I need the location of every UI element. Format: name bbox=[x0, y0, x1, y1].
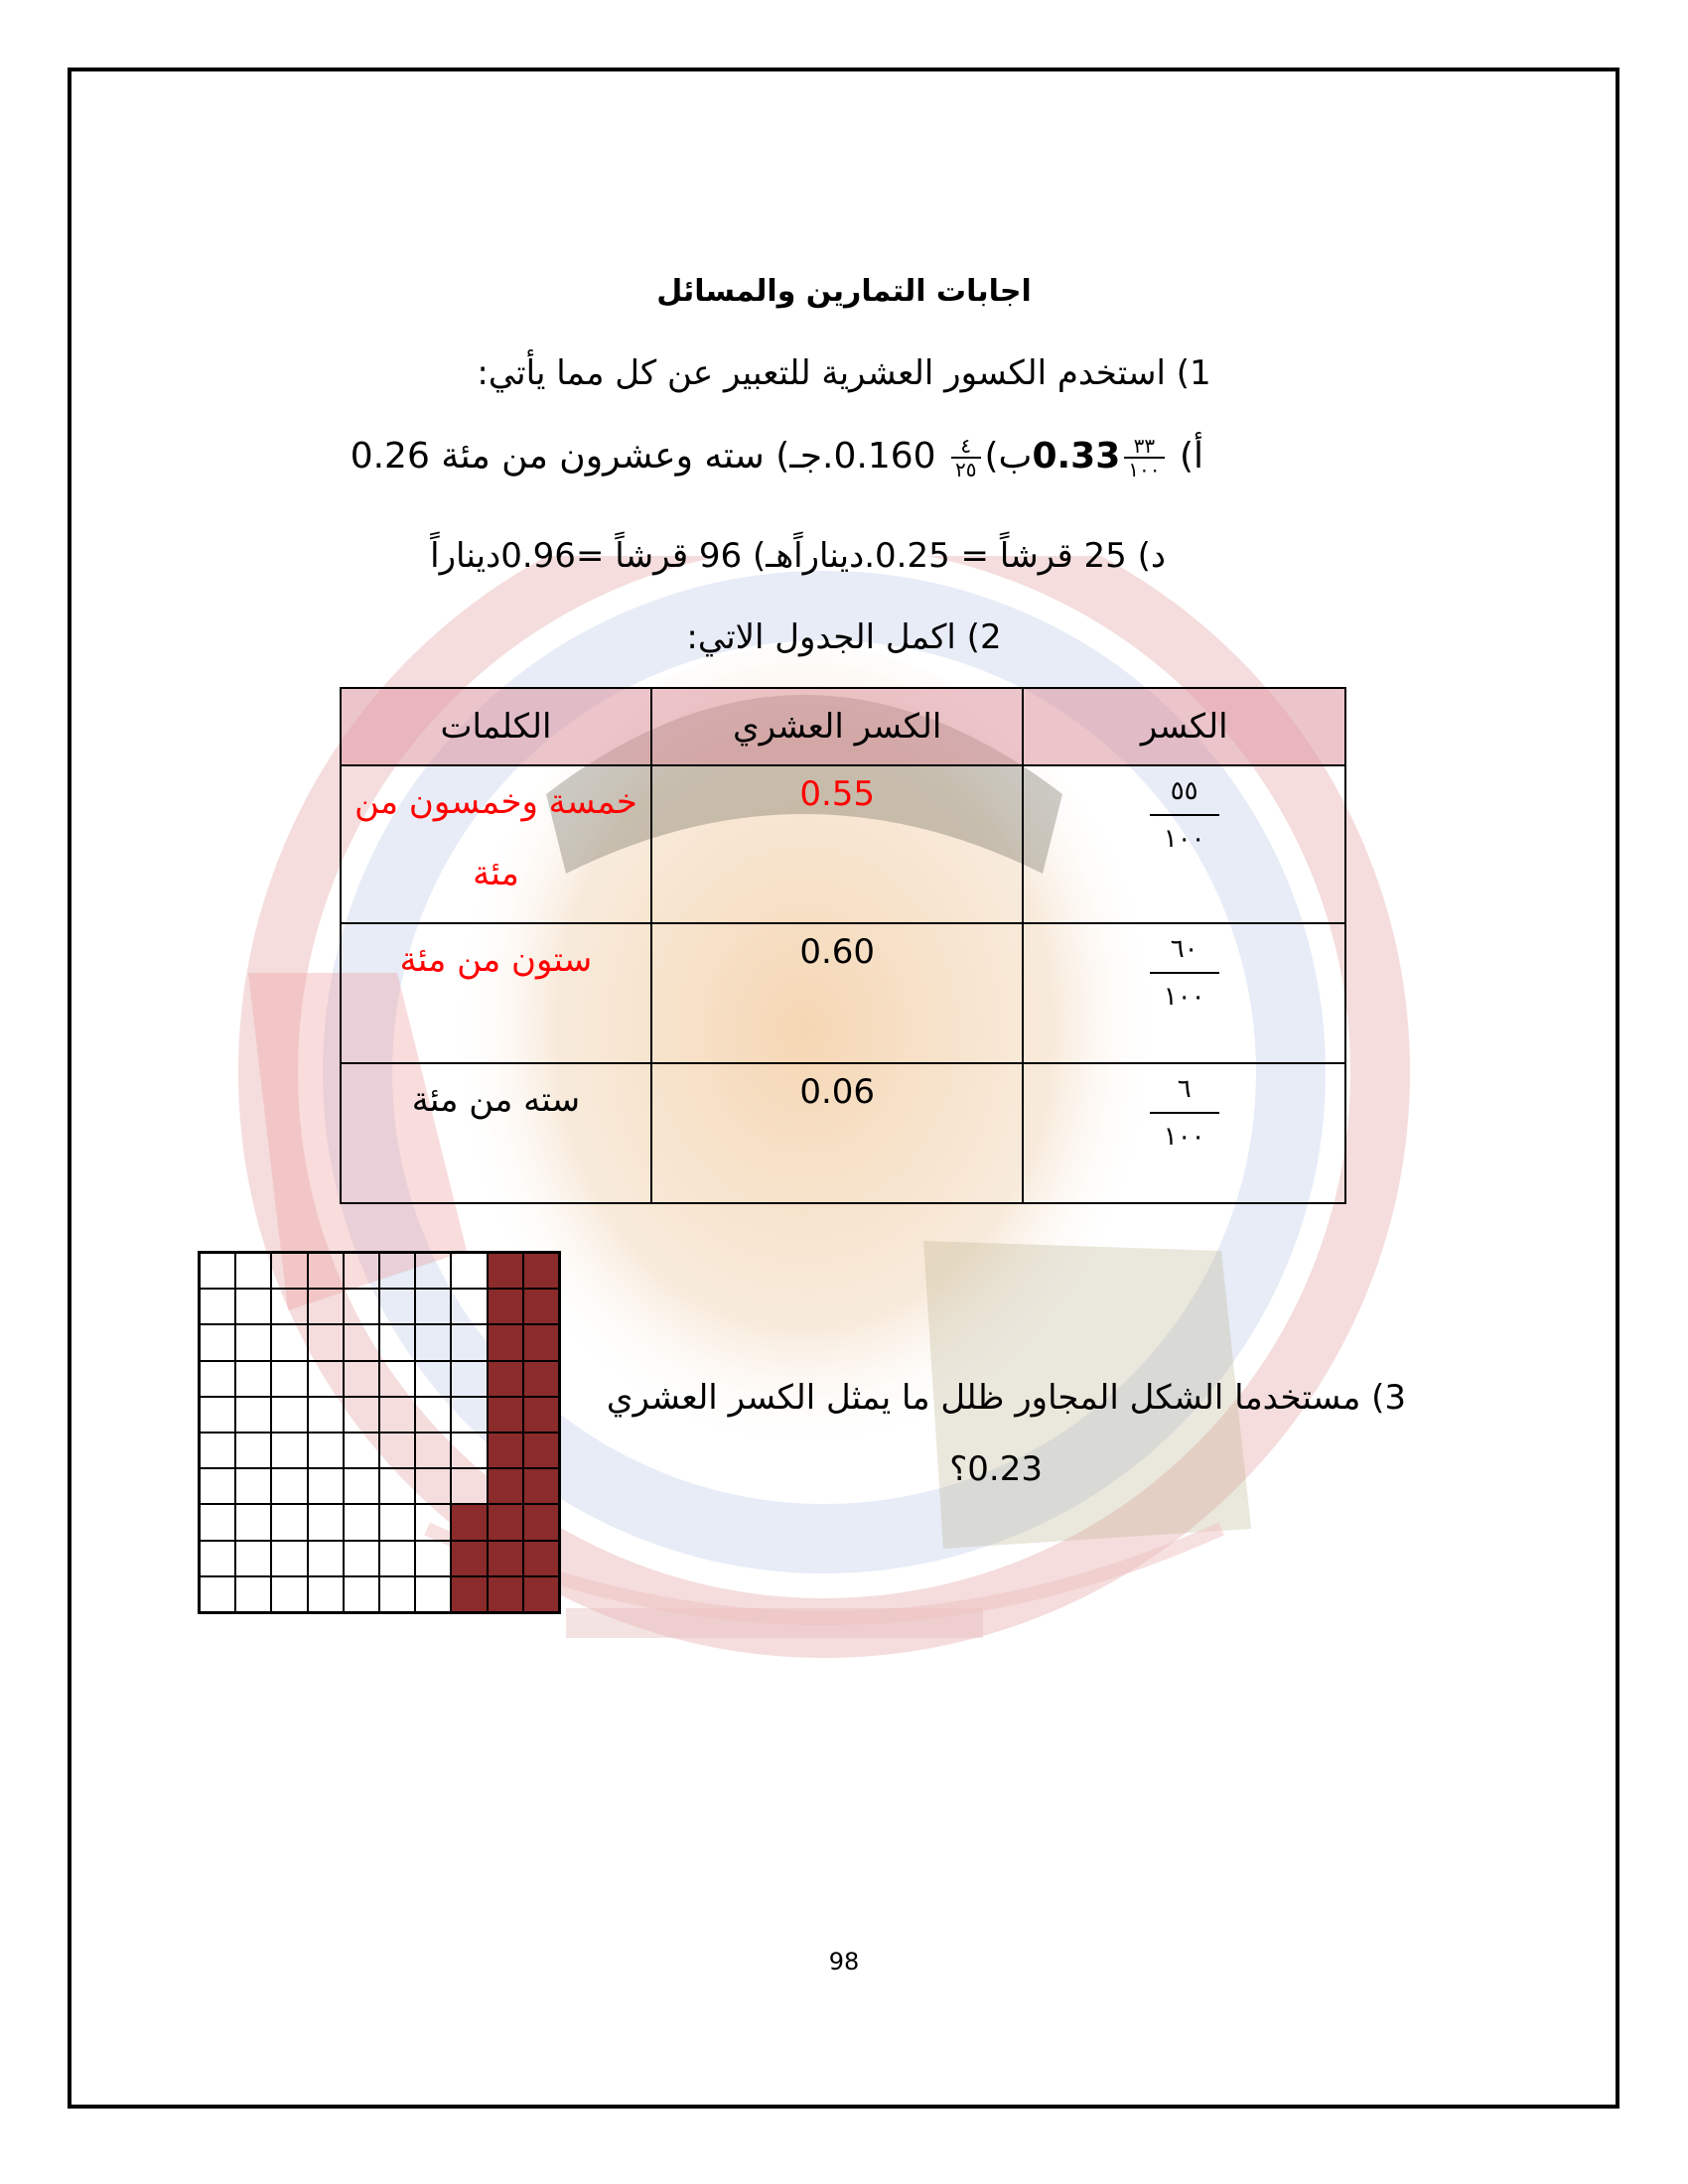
grid-cell bbox=[488, 1541, 523, 1576]
grid-cell bbox=[235, 1289, 271, 1324]
header-fraction: الكسر bbox=[1023, 688, 1345, 765]
grid-cell bbox=[415, 1541, 451, 1576]
hundred-square-grid bbox=[198, 1251, 561, 1614]
grid-cell bbox=[415, 1289, 451, 1324]
question-1-prompt: 1) استخدم الكسور العشرية للتعبير عن كل مما يأتي: bbox=[477, 353, 1211, 393]
grid-cell bbox=[235, 1468, 271, 1504]
grid-cell bbox=[523, 1289, 559, 1324]
grid-cell bbox=[523, 1504, 559, 1540]
grid-cell bbox=[451, 1397, 487, 1433]
grid-cell bbox=[308, 1504, 344, 1540]
grid-cell bbox=[415, 1361, 451, 1397]
grid-cell bbox=[200, 1289, 235, 1324]
grid-cell bbox=[379, 1576, 415, 1612]
question-1-row-a bbox=[351, 435, 1203, 480]
grid-cell bbox=[523, 1361, 559, 1397]
grid-cell bbox=[379, 1289, 415, 1324]
grid-cell bbox=[235, 1361, 271, 1397]
grid-cell bbox=[344, 1433, 379, 1468]
grid-cell bbox=[271, 1504, 307, 1540]
grid-cell bbox=[271, 1541, 307, 1576]
grid-cell bbox=[200, 1433, 235, 1468]
grid-cell bbox=[308, 1433, 344, 1468]
grid-cell bbox=[451, 1324, 487, 1360]
grid-cell bbox=[523, 1541, 559, 1576]
grid-cell bbox=[200, 1397, 235, 1433]
grid-cell bbox=[200, 1504, 235, 1540]
decimal-cell: 0.55 bbox=[651, 765, 1023, 923]
table-row bbox=[341, 765, 1345, 923]
grid-cell bbox=[488, 1468, 523, 1504]
fraction-4-25: $\frac{٤}{٢٥}$ bbox=[951, 435, 980, 480]
grid-cell bbox=[379, 1253, 415, 1289]
grid-cell bbox=[200, 1576, 235, 1612]
grid-cell bbox=[235, 1576, 271, 1612]
grid-cell bbox=[308, 1468, 344, 1504]
grid-cell bbox=[344, 1361, 379, 1397]
page-title: اجابات التمارين والمسائل bbox=[656, 274, 1032, 309]
page-number: 98 bbox=[828, 1948, 860, 1976]
grid-cell bbox=[235, 1504, 271, 1540]
decimal-cell: 0.06 bbox=[651, 1063, 1023, 1203]
grid-cell bbox=[451, 1468, 487, 1504]
grid-cell bbox=[451, 1289, 487, 1324]
grid-cell bbox=[308, 1397, 344, 1433]
grid-cell bbox=[415, 1397, 451, 1433]
question-2-prompt: 2) اكمل الجدول الاتي: bbox=[686, 617, 1002, 657]
grid-cell bbox=[379, 1324, 415, 1360]
grid-cell bbox=[488, 1576, 523, 1612]
fraction-cell: $\frac{٥٥}{١٠٠}$ bbox=[1023, 765, 1345, 923]
grid-cell bbox=[271, 1433, 307, 1468]
grid-cell bbox=[488, 1504, 523, 1540]
grid-cell bbox=[308, 1324, 344, 1360]
words-cell: سته من مئة bbox=[341, 1063, 651, 1203]
grid-cell bbox=[235, 1324, 271, 1360]
grid-cell bbox=[344, 1541, 379, 1576]
grid-cell bbox=[523, 1253, 559, 1289]
grid-cell bbox=[200, 1253, 235, 1289]
grid-cell bbox=[344, 1504, 379, 1540]
grid-cell bbox=[200, 1541, 235, 1576]
grid-cell bbox=[379, 1361, 415, 1397]
grid-cell bbox=[271, 1361, 307, 1397]
grid-cell bbox=[344, 1397, 379, 1433]
grid-cell bbox=[235, 1433, 271, 1468]
grid-cell bbox=[451, 1361, 487, 1397]
grid-cell bbox=[379, 1541, 415, 1576]
grid-cell bbox=[415, 1324, 451, 1360]
grid-cell bbox=[344, 1576, 379, 1612]
grid-cell bbox=[523, 1324, 559, 1360]
grid-cell bbox=[488, 1324, 523, 1360]
table-row bbox=[341, 1063, 1345, 1203]
fraction-cell: $\frac{٦}{١٠٠}$ bbox=[1023, 1063, 1345, 1203]
grid-cell bbox=[235, 1541, 271, 1576]
question-3-value: 0.23؟ bbox=[949, 1449, 1043, 1489]
grid-cell bbox=[271, 1468, 307, 1504]
grid-cell bbox=[415, 1468, 451, 1504]
grid-cell bbox=[523, 1433, 559, 1468]
grid-cell bbox=[415, 1253, 451, 1289]
answer-b: 0.16 bbox=[833, 436, 914, 477]
grid-cell bbox=[488, 1253, 523, 1289]
grid-cell bbox=[415, 1433, 451, 1468]
grid-cell bbox=[523, 1397, 559, 1433]
words-cell: ستون من مئة bbox=[341, 923, 651, 1063]
grid-cell bbox=[235, 1397, 271, 1433]
header-words: الكلمات bbox=[341, 688, 651, 765]
grid-cell bbox=[200, 1361, 235, 1397]
grid-cell bbox=[379, 1468, 415, 1504]
grid-cell bbox=[379, 1433, 415, 1468]
grid-cell bbox=[308, 1289, 344, 1324]
grid-cell bbox=[379, 1397, 415, 1433]
grid-cell bbox=[488, 1397, 523, 1433]
fraction-33-100: $\frac{٣٣}{١٠٠}$ bbox=[1124, 435, 1164, 480]
grid-cell bbox=[488, 1361, 523, 1397]
grid-cell bbox=[488, 1289, 523, 1324]
grid-cell bbox=[235, 1253, 271, 1289]
answer-c: سته وعشرون من مئة 0.26 bbox=[350, 436, 765, 477]
header-decimal: الكسر العشري bbox=[651, 688, 1023, 765]
grid-cell bbox=[488, 1433, 523, 1468]
item-c-label: 0.جـ) bbox=[775, 436, 936, 477]
grid-cell bbox=[344, 1253, 379, 1289]
question-3-prompt: 3) مستخدما الشكل المجاور ظلل ما يمثل الكسر العشري bbox=[606, 1378, 1406, 1418]
grid-cell bbox=[308, 1541, 344, 1576]
item-a-label: أ) bbox=[1179, 436, 1203, 477]
grid-cell bbox=[523, 1468, 559, 1504]
grid-cell bbox=[308, 1576, 344, 1612]
grid-cell bbox=[344, 1468, 379, 1504]
grid-cell bbox=[271, 1397, 307, 1433]
grid-cell bbox=[451, 1541, 487, 1576]
grid-cell bbox=[271, 1289, 307, 1324]
grid-cell bbox=[344, 1289, 379, 1324]
fraction-cell: $\frac{٦٠}{١٠٠}$ bbox=[1023, 923, 1345, 1063]
grid-cell bbox=[451, 1433, 487, 1468]
table-row bbox=[341, 923, 1345, 1063]
grid-cell bbox=[451, 1253, 487, 1289]
grid-cell bbox=[415, 1504, 451, 1540]
grid-cell bbox=[308, 1253, 344, 1289]
grid-cell bbox=[271, 1324, 307, 1360]
grid-cell bbox=[451, 1576, 487, 1612]
grid-cell bbox=[415, 1576, 451, 1612]
grid-cell bbox=[523, 1576, 559, 1612]
answer-a: 0.33 bbox=[1032, 436, 1121, 477]
grid-cell bbox=[271, 1576, 307, 1612]
words-cell: خمسة وخمسون من مئة bbox=[341, 765, 651, 923]
grid-cell bbox=[451, 1504, 487, 1540]
grid-cell bbox=[344, 1324, 379, 1360]
question-1-row-d: د) 25 قرشاً = 0.25.ديناراًهـ) 96 قرشاً =0.96ديناراً bbox=[430, 536, 1166, 576]
fraction-table bbox=[340, 687, 1346, 1204]
grid-cell bbox=[308, 1361, 344, 1397]
decimal-cell: 0.60 bbox=[651, 923, 1023, 1063]
grid-cell bbox=[200, 1468, 235, 1504]
grid-cell bbox=[271, 1253, 307, 1289]
grid-cell bbox=[200, 1324, 235, 1360]
item-b-label: ب) bbox=[984, 436, 1033, 477]
grid-cell bbox=[379, 1504, 415, 1540]
